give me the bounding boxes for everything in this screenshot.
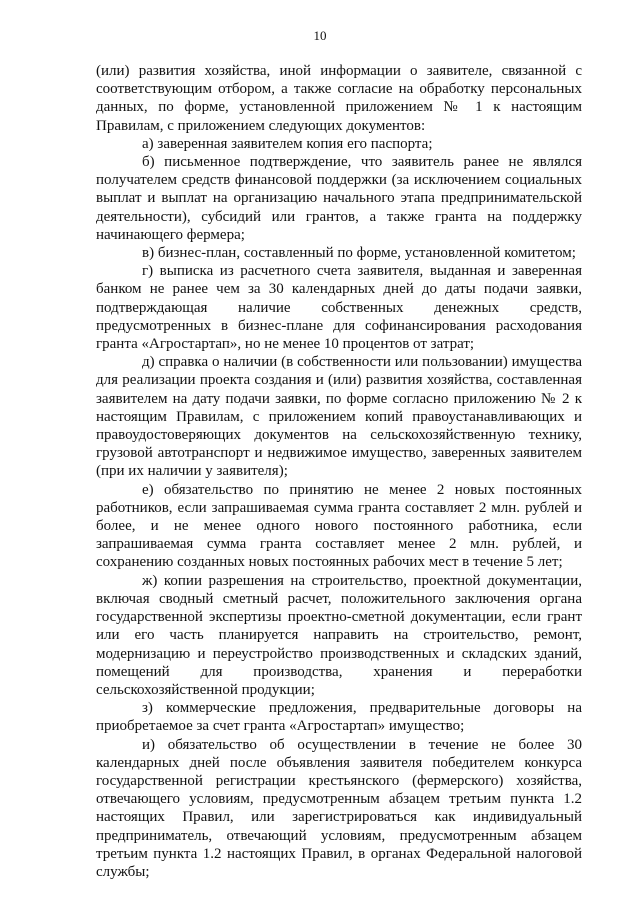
paragraph-item-z: з) коммерческие предложения, предварительные договоры на приобретаемое за счет гранта «Агростартап» имущество; — [96, 700, 582, 735]
document-body — [96, 62, 582, 881]
paragraph-item-g: г) выписка из расчетного счета заявителя, выданная и заверенная банком не ранее чем за 30 календарных дней до даты подачи заявки, подтверждающая наличие собственных денежных средств, предусмотренных в бизнес-плане для софинансирования расходования гранта «Агростартап», но не менее 10 процентов от затрат; — [96, 263, 582, 353]
paragraph-item-a: а) заверенная заявителем копия его паспорта; — [142, 135, 433, 152]
page-number: 10 — [313, 28, 327, 43]
paragraph-intro-continuation: (или) развития хозяйства, иной информации о заявителе, связанной с соответствующим отбором, а также согласие на обработку персональных данных, по форме, установленной приложением № 1 к настоящим Правилам, с приложением следующих документов: — [96, 63, 582, 134]
paragraph-item-b: б) письменное подтверждение, что заявитель ранее не являлся получателем средств финансовой поддержки (за исключением социальных выплат и выплат на организацию начального этапа предпринимательской деятельности), субсидий или грантов, а также гранта на поддержку начинающего фермера; — [96, 154, 582, 243]
paragraph-item-v: в) бизнес-план, составленный по форме, установленной комитетом; — [142, 245, 576, 262]
paragraph-item-zh: ж) копии разрешения на строительство, проектной документации, включая сводный сметный расчет, положительного заключения органа государственной экспертизы проектно-сметной документации, если грант или его часть планируется направить на строительство, ремонт, модернизацию и переустройство производственных и складских зданий, помещений для производства, хранения и переработки сельскохозяйственной продукции; — [96, 572, 582, 698]
paragraph-item-i: и) обязательство об осуществлении в течение не более 30 календарных дней после объявления заявителя победителем конкурса государственной регистрации крестьянского (фермерского) хозяйства, отвечающего условиям, предусмотренным абзацем третьим пункта 1.2 настоящих Правил, или зарегистрироваться как индивидуальный предприниматель, отвечающий условиям, предусмотренным абзацем третьим пункта 1.2 настоящих Правил, в органах Федеральной налоговой службы; — [96, 736, 582, 880]
paragraph-item-e: е) обязательство по принятию не менее 2 новых постоянных работников, если запрашиваемая сумма гранта составляет 2 млн. рублей и более, и не менее одного нового постоянного работника, если запрашиваемая сумма гранта составляет менее 2 млн. рублей, и сохранению созданных новых постоянных рабочих мест в течение 5 лет; — [96, 481, 582, 571]
paragraph-item-d: д) справка о наличии (в собственности или пользовании) имущества для реализации проекта создания и (или) развития хозяйства, составленная заявителем на дату подачи заявки, по форме согласно приложению № 2 к настоящим Правилам, с приложением копий правоустанавливающих и правоудостоверяющих документов на сельскохозяйственную технику, грузовой автотранспорт и недвижимое имущество, заверенных заявителем (при их наличии у заявителя); — [96, 354, 582, 480]
